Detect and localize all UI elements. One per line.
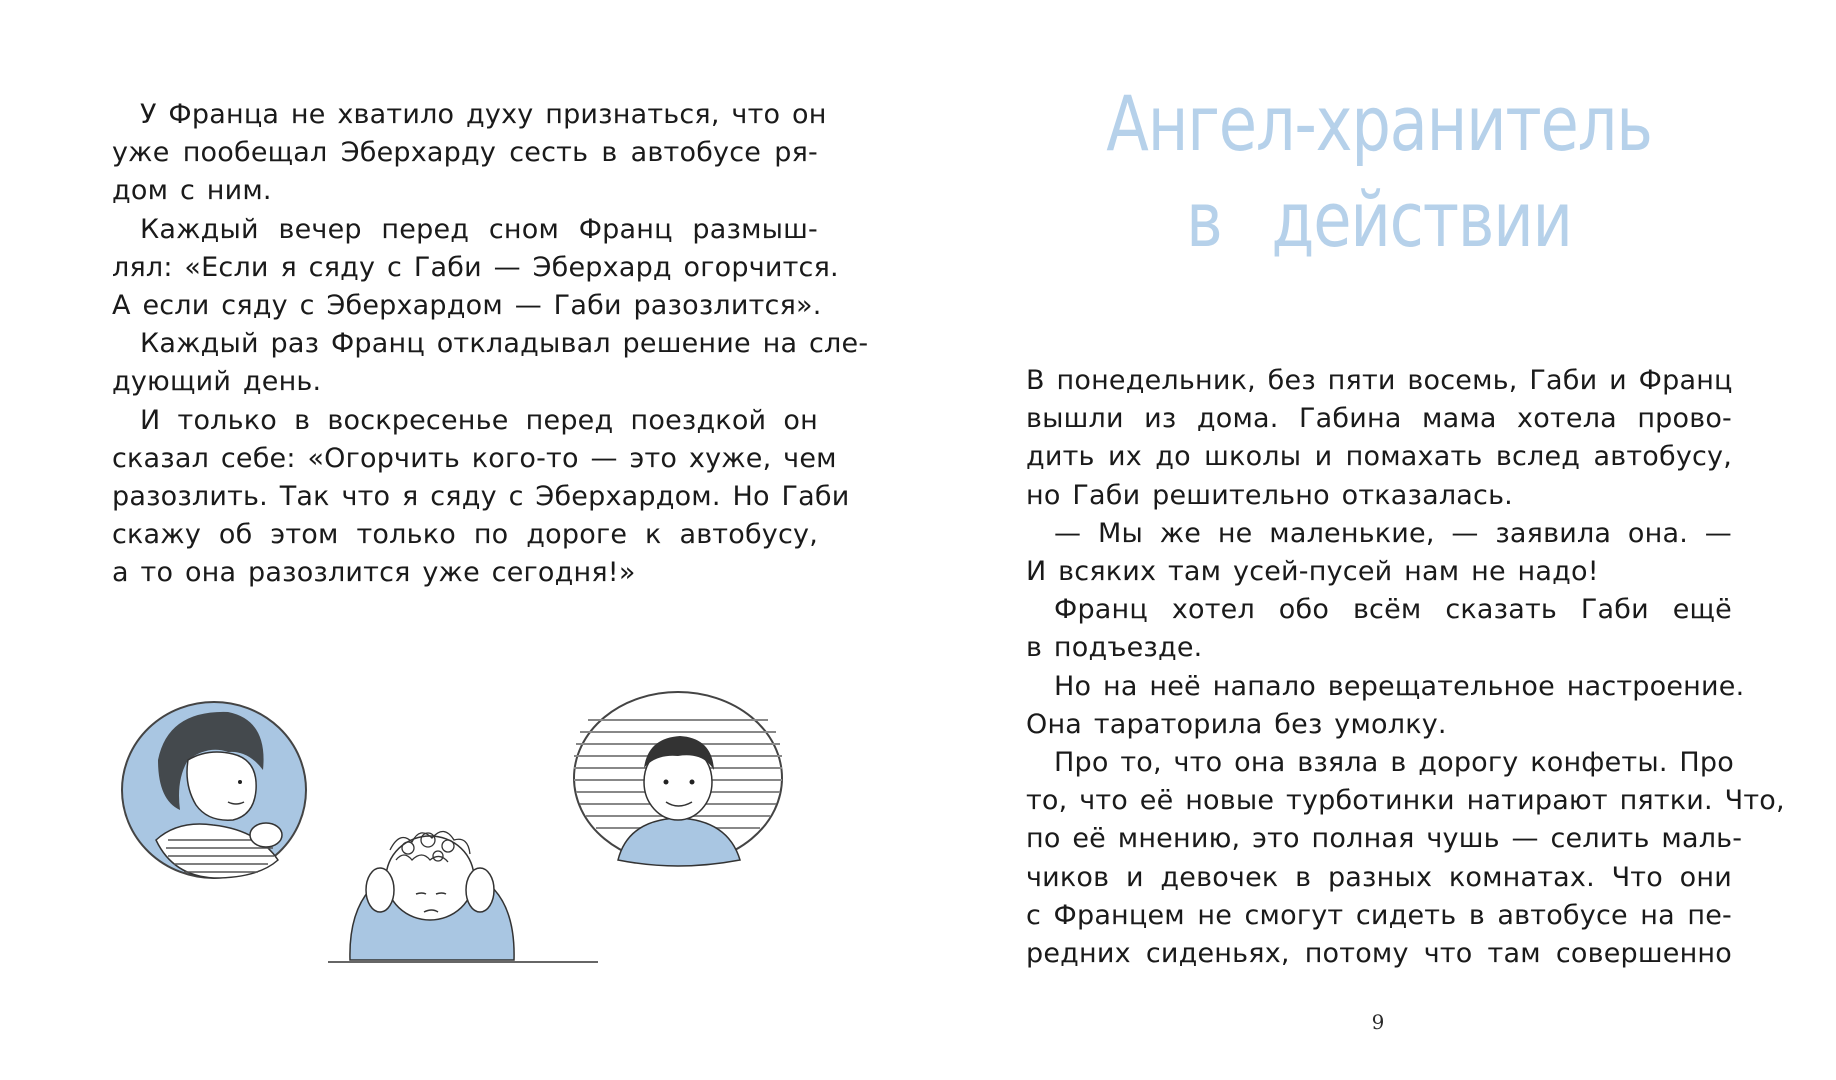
text-line: редних сиденьях, потому что там совершенно [1026,938,1732,970]
text-line: сказал себе: «Огорчить кого-то — это хуже, чем [112,442,837,474]
text-line: В понедельник, без пяти восемь, Габи и Франц [1026,365,1733,396]
text-line: чиков и девочек в разных комнатах. Что они [1026,861,1732,893]
text-line: Каждый раз Франц откладывал решение на сле- [140,328,869,360]
text-line: лял: «Если я сяду с Габи — Эберхард огорчится. [112,251,839,283]
chapter-title [1026,76,1732,268]
text-line: вышли из дома. Габина мама хотела прово- [1026,403,1732,435]
text-line: И всяких там усей-пусей нам не надо! [1026,556,1599,588]
text-line: У Франца не хватило духу признаться, что он [140,99,827,130]
thought-bubble-girl [122,702,306,878]
paragraph [112,325,869,401]
paragraph [1026,744,1785,973]
text-line: Франц хотел обо всём сказать Габи ещё [1054,594,1732,626]
text-line: но Габи решительно отказалась. [1026,479,1513,511]
text-line: а то она разозлится уже сегодня!» [112,557,636,589]
text-line: — Мы же не маленькие, — заявила она. — [1054,517,1732,549]
text-line: Она тараторила без умолку. [1026,708,1447,740]
left-page-text [112,96,869,593]
right-page-text [1026,362,1785,973]
text-line: в подъезде. [1026,632,1203,664]
text-line: И только в воскресенье перед поездкой он [140,404,818,436]
boy-thinking [328,831,598,962]
text-line: по её мнению, это полная чушь — селить маль- [1026,823,1743,855]
paragraph [112,96,827,211]
text-line: А если сяду с Эберхардом — Габи разозлится». [112,290,822,322]
left-page [112,96,869,593]
paragraph [112,211,839,326]
text-line: Про то, что она взяла в дорогу конфеты. Про [1054,747,1734,779]
paragraph [1026,362,1732,515]
thought-bubble-boy [574,692,782,866]
text-line: скажу об этом только по дороге к автобусу, [112,519,818,551]
text-line: разозлить. Так что я сяду с Эберхардом. Но Габи [112,481,850,513]
text-line: дом с ним. [112,175,272,207]
paragraph [112,402,850,593]
illustration-thought-bubbles [118,690,818,980]
text-line: Но на неё напало верещательное настроение. [1054,670,1745,702]
page-number: 9 [1371,1010,1385,1034]
text-line: дить их до школы и помахать вслед автобусу, [1026,441,1732,473]
text-line: уже пообещал Эберхарду сесть в автобусе ря- [112,137,818,169]
chapter-title-line-2: в действии [1186,175,1572,264]
paragraph [1026,668,1745,744]
paragraph [1026,515,1732,591]
text-line: дующий день. [112,366,322,398]
text-line: с Францем не смогут сидеть в автобусе на пе- [1026,899,1732,931]
text-line: то, что её новые турботинки натирают пятки. Что, [1026,785,1785,817]
paragraph [1026,591,1732,667]
text-line: Каждый вечер перед сном Франц размыш- [140,213,818,245]
chapter-title-line-1: Ангел-хранитель [1106,79,1652,168]
